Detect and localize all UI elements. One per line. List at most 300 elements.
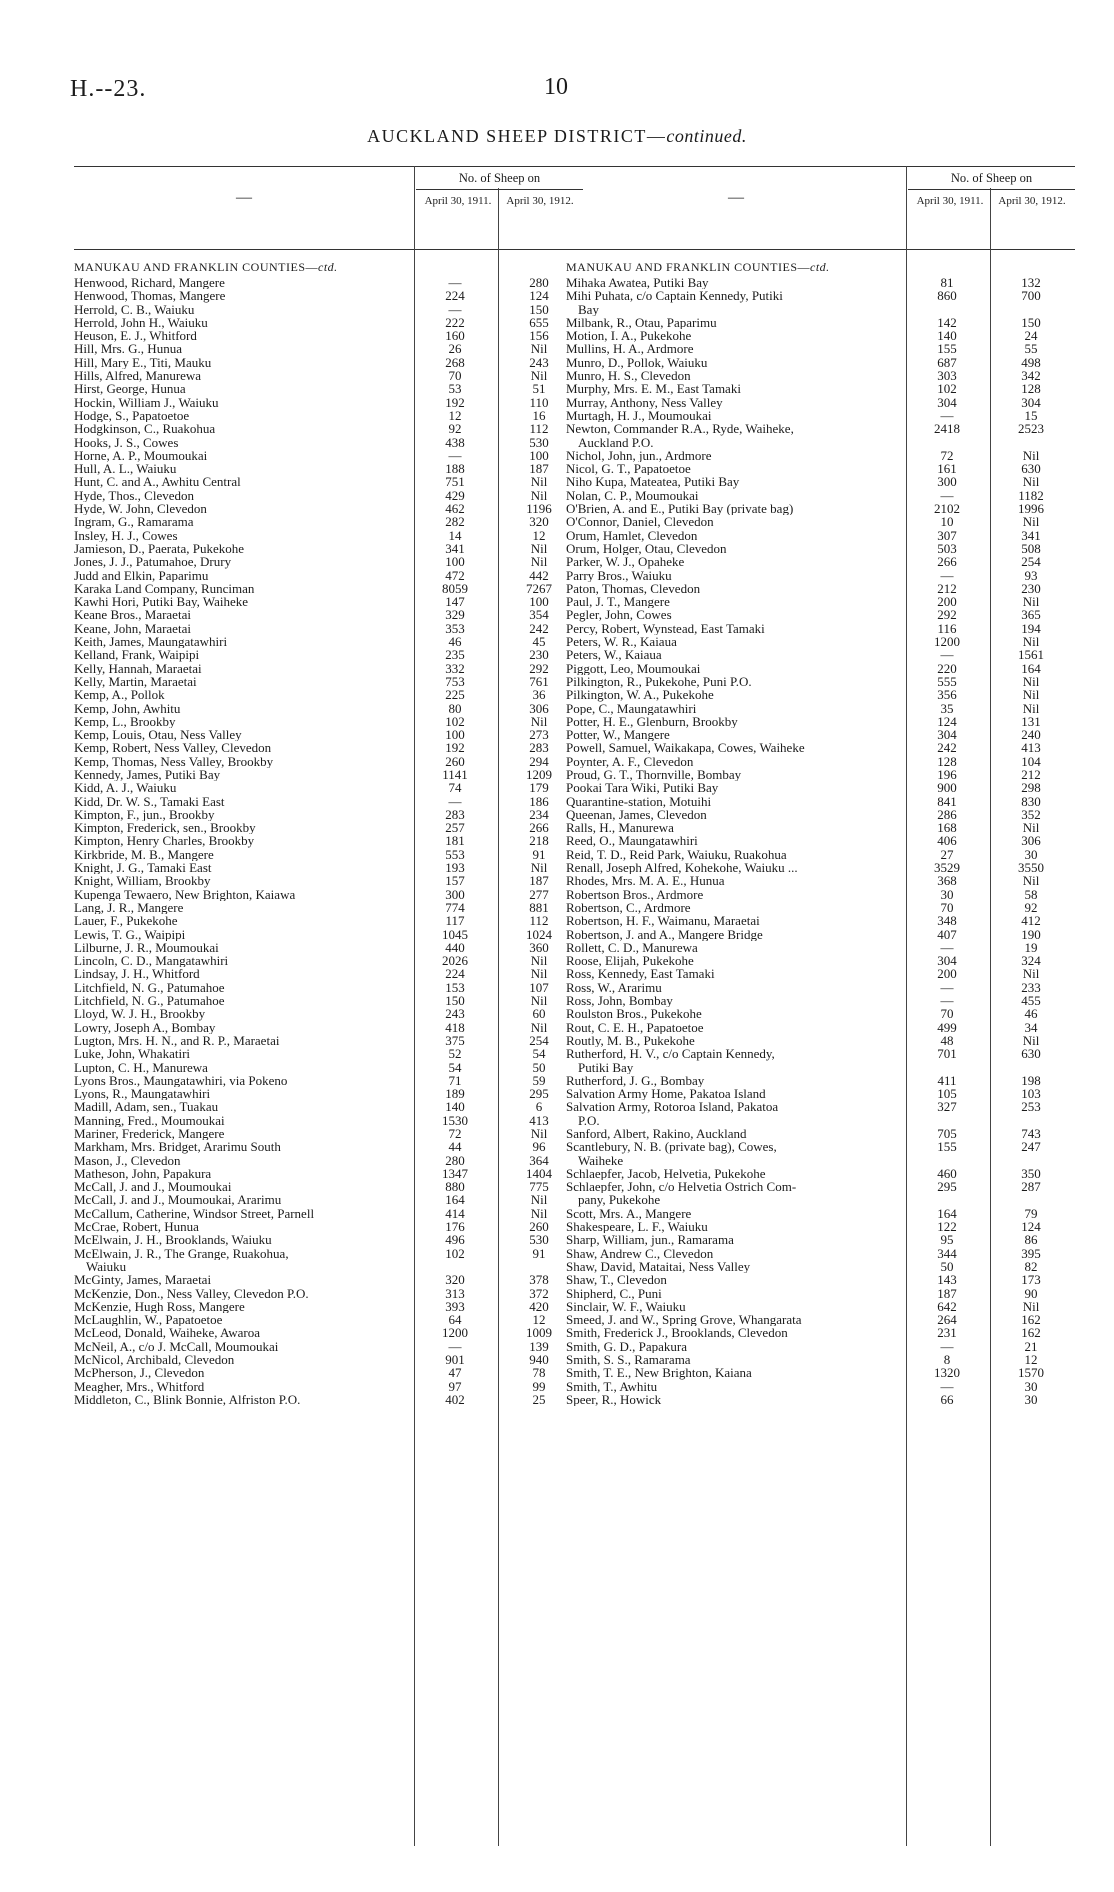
sheep-1912: 46 xyxy=(1024,1006,1038,1022)
right-table-body xyxy=(566,254,1075,1406)
col-1912-header: April 30, 1912. xyxy=(998,195,1066,207)
sheep-1912: 218 xyxy=(529,833,549,849)
sheep-1911: 153 xyxy=(445,979,465,995)
sheep-1911: 231 xyxy=(937,1325,957,1341)
sheep-1912: 287 xyxy=(1021,1179,1041,1195)
owner-name-continued: P.O. xyxy=(578,1113,600,1127)
owner-name: Shaw, David, Mataitai, Ness Valley xyxy=(566,1259,751,1274)
sheep-1912: 187 xyxy=(529,461,549,477)
owner-name: Jamieson, D., Paerata, Pukekohe xyxy=(74,541,245,556)
table-row xyxy=(566,874,1075,887)
sheep-1912: 51 xyxy=(532,381,546,397)
sheep-1912: 124 xyxy=(1021,1219,1041,1235)
table-row xyxy=(74,475,583,488)
owner-name: Lang, J. R., Mangere xyxy=(74,900,184,915)
sheep-1911: 100 xyxy=(445,554,465,570)
sheep-1912: 940 xyxy=(529,1352,549,1368)
sheep-1912: 298 xyxy=(1021,780,1041,796)
sheep-1911: 46 xyxy=(448,634,462,650)
table-row xyxy=(74,542,583,555)
table-row xyxy=(74,981,583,994)
sheep-1911: 2026 xyxy=(442,953,468,969)
owner-name: Mason, J., Clevedon xyxy=(74,1153,181,1167)
sheep-1911: 303 xyxy=(937,368,957,384)
table-row xyxy=(566,715,1075,728)
sheep-1912: 292 xyxy=(529,660,549,676)
sheep-1911: 1530 xyxy=(442,1112,468,1128)
sheep-1911: 235 xyxy=(445,647,465,663)
sheep-1911: 64 xyxy=(448,1312,462,1328)
owner-name: Paul, J. T., Mangere xyxy=(566,595,670,609)
sheep-1912: 413 xyxy=(529,1112,549,1128)
header-divider xyxy=(908,189,1075,190)
owner-name: Rout, C. E. H., Papatoetoe xyxy=(566,1020,704,1034)
sheep-1911: 406 xyxy=(937,833,957,849)
owner-name: Kelly, Hannah, Maraetai xyxy=(74,661,202,675)
table-row xyxy=(566,755,1075,768)
table-row xyxy=(74,901,583,914)
sheep-1912: 743 xyxy=(1021,1126,1041,1141)
sheep-1911: 440 xyxy=(445,939,465,955)
table-row xyxy=(566,981,1075,994)
owner-name: McCall, J. and J., Moumoukai xyxy=(74,1180,232,1194)
sheep-1911: 2102 xyxy=(934,501,960,517)
table-row xyxy=(74,1167,583,1180)
sheep-1912: 25 xyxy=(532,1391,546,1407)
table-row xyxy=(74,369,583,382)
owner-name: Insley, H. J., Cowes xyxy=(74,528,178,542)
owner-name: Middleton, C., Blink Bonnie, Alfriston P.O. xyxy=(74,1392,301,1407)
owner-name: McCallum, Catherine, Windsor Street, Parnell xyxy=(74,1206,315,1221)
sheep-1911: — xyxy=(940,647,954,663)
owner-name: Robertson, H. F., Waimanu, Maraetai xyxy=(566,914,760,928)
owner-name: Lauer, F., Pukekohe xyxy=(74,914,178,928)
owner-name: Proud, G. T., Thornville, Bombay xyxy=(566,767,742,782)
table-row xyxy=(566,1087,1075,1100)
owner-name: Pope, C., Maungatawhiri xyxy=(566,701,697,715)
owner-name: Markham, Mrs. Bridget, Ararimu South xyxy=(74,1140,281,1154)
owner-name: Powell, Samuel, Waikakapa, Cowes, Waiheke xyxy=(566,741,805,755)
sheep-1911: 901 xyxy=(445,1352,465,1368)
owner-name: McElwain, J. H., Brooklands, Waiuku xyxy=(74,1233,272,1247)
sheep-1912: 132 xyxy=(1021,275,1041,290)
owner-name-continued: Bay xyxy=(578,302,599,316)
owner-name: Schlaepfer, Jacob, Helvetia, Pukekohe xyxy=(566,1166,766,1181)
sheep-1912: 187 xyxy=(529,873,549,889)
owner-name: McElwain, J. R., The Grange, Ruakohua, xyxy=(74,1246,289,1260)
sheep-1912: 294 xyxy=(529,753,549,769)
sheep-1912: 253 xyxy=(1021,1099,1041,1115)
table-row xyxy=(74,1127,583,1140)
sheep-1912: Nil xyxy=(530,1126,548,1141)
sheep-1912: 254 xyxy=(1021,554,1041,570)
sheep-1911: 92 xyxy=(448,421,462,437)
sheep-1911: — xyxy=(940,1338,954,1354)
sheep-1912: 1996 xyxy=(1018,501,1044,517)
owner-name: Orum, Holger, Otau, Clevedon xyxy=(566,541,727,556)
sheep-1911: 260 xyxy=(445,753,465,769)
table-row xyxy=(566,688,1075,701)
sheep-1912: 1570 xyxy=(1018,1365,1044,1381)
table-row xyxy=(74,529,583,542)
owner-name: Rollett, C. D., Manurewa xyxy=(566,940,698,955)
table-row xyxy=(74,396,583,409)
sheep-1912: 306 xyxy=(529,700,549,716)
sheep-1912: 350 xyxy=(1021,1165,1041,1181)
sheep-1911: 1200 xyxy=(442,1325,468,1341)
sheep-1912: 247 xyxy=(1021,1139,1041,1155)
owner-name: Shaw, T., Clevedon xyxy=(566,1273,667,1287)
sheep-1912: 295 xyxy=(529,1086,549,1102)
table-row xyxy=(74,834,583,847)
sheep-1912: 59 xyxy=(532,1072,546,1088)
sheep-1911: 292 xyxy=(937,607,957,623)
table-row xyxy=(566,848,1075,861)
sheep-1911: 499 xyxy=(937,1019,957,1035)
owner-name: Parry Bros., Waiuku xyxy=(566,568,672,582)
table-row xyxy=(566,569,1075,582)
sheep-1911: 164 xyxy=(445,1192,465,1208)
sheep-1912: 30 xyxy=(1024,1391,1038,1407)
sheep-1912: 50 xyxy=(532,1059,546,1075)
sheep-1912: 655 xyxy=(529,314,549,330)
table-row xyxy=(74,768,583,781)
table-row xyxy=(566,436,1075,449)
sheep-1911: 243 xyxy=(445,1006,465,1022)
table-row xyxy=(74,1100,583,1113)
table-row xyxy=(566,1021,1075,1034)
table-row xyxy=(566,662,1075,675)
sheep-1911: 160 xyxy=(445,328,465,344)
sheep-1912: 277 xyxy=(529,886,549,902)
sheep-1912: 131 xyxy=(1021,713,1041,729)
table-row xyxy=(74,1313,583,1326)
sheep-1912: 442 xyxy=(529,567,549,583)
owner-name: McKenzie, Hugh Ross, Mangere xyxy=(74,1299,245,1314)
sheep-1911: 100 xyxy=(445,727,465,743)
sheep-1911: 27 xyxy=(940,846,954,862)
sheep-1912: 230 xyxy=(529,647,549,663)
owner-name: Ross, John, Bombay xyxy=(566,994,673,1008)
sheep-1911: 1347 xyxy=(442,1165,468,1181)
owner-name: Munro, D., Pollok, Waiuku xyxy=(566,355,708,370)
table-row xyxy=(566,489,1075,502)
owner-name: Ross, Kennedy, East Tamaki xyxy=(566,967,715,981)
sheep-1912: 12 xyxy=(1024,1352,1038,1368)
sheep-1912: 124 xyxy=(529,288,549,304)
sheep-1912: 240 xyxy=(1021,727,1041,743)
owner-name: Keane Bros., Maraetai xyxy=(74,608,191,622)
sheep-1911: 155 xyxy=(937,1139,957,1155)
sheep-1911: — xyxy=(940,487,954,503)
sheep-1912: Nil xyxy=(1022,1032,1040,1048)
sheep-1912: Nil xyxy=(1022,474,1040,490)
table-row xyxy=(74,276,583,289)
table-row xyxy=(566,1393,1075,1406)
owner-name: Routly, M. B., Pukekohe xyxy=(566,1033,695,1048)
sheep-1912: Nil xyxy=(1022,594,1040,610)
sheep-1912: 91 xyxy=(532,846,546,862)
owner-name: Milbank, R., Otau, Paparimu xyxy=(566,315,717,330)
sheep-1911: — xyxy=(448,793,462,809)
sheep-1912: 700 xyxy=(1021,288,1041,304)
table-row xyxy=(566,954,1075,967)
owner-name: Poynter, A. F., Clevedon xyxy=(566,754,694,768)
sheep-1911: 705 xyxy=(937,1126,957,1141)
owner-name: Kelland, Frank, Waipipi xyxy=(74,648,200,662)
sheep-1912: 24 xyxy=(1024,328,1038,344)
sheep-1911: 52 xyxy=(448,1046,462,1062)
owner-name: Smith, T. E., New Brighton, Kaiana xyxy=(566,1366,752,1380)
sheep-1911: 189 xyxy=(445,1086,465,1102)
table-row xyxy=(74,449,583,462)
sheep-1912: Nil xyxy=(530,993,548,1009)
owner-name: Robertson, C., Ardmore xyxy=(566,900,691,915)
sheep-1911: 187 xyxy=(937,1285,957,1301)
table-row xyxy=(566,409,1075,422)
sheep-1911: 496 xyxy=(445,1232,465,1248)
sheep-1911: 304 xyxy=(937,727,957,743)
owner-name: Mihaka Awatea, Putiki Bay xyxy=(566,276,709,290)
sheep-1912: 1561 xyxy=(1018,647,1044,663)
table-row xyxy=(566,1366,1075,1379)
sheep-1912: 162 xyxy=(1021,1325,1041,1341)
owner-name: Hooks, J. S., Cowes xyxy=(74,435,179,449)
table-row xyxy=(74,1114,583,1127)
sheep-1912: 79 xyxy=(1024,1205,1038,1221)
owner-name: Shakespeare, L. F., Waiuku xyxy=(566,1220,708,1234)
sheep-1912: 110 xyxy=(529,394,549,410)
table-row xyxy=(566,303,1075,316)
owner-name: McLeod, Donald, Waiheke, Awaroa xyxy=(74,1326,260,1340)
owner-name: Rutherford, H. V., c/o Captain Kennedy, xyxy=(566,1047,775,1061)
sheep-1911: 1320 xyxy=(934,1365,960,1381)
sheep-1912: Nil xyxy=(530,368,548,384)
table-row xyxy=(74,1260,583,1273)
table-row xyxy=(74,422,583,435)
sheep-1912: Nil xyxy=(530,540,548,556)
table-row xyxy=(74,1140,583,1153)
owner-name: Nicol, G. T., Papatoetoe xyxy=(566,462,691,476)
table-row xyxy=(566,834,1075,847)
title-continued: continued. xyxy=(666,126,747,146)
owner-name: Hyde, Thos., Clevedon xyxy=(74,488,194,503)
sheep-1912: 12 xyxy=(532,527,546,543)
sheep-1912: 1009 xyxy=(526,1325,552,1341)
owner-name: Robertson Bros., Ardmore xyxy=(566,887,704,901)
owner-name: Heuson, E. J., Whitford xyxy=(74,329,197,343)
table-row xyxy=(74,1207,583,1220)
table-row xyxy=(74,1220,583,1233)
sheep-1911: 307 xyxy=(937,527,957,543)
table-row xyxy=(566,502,1075,515)
owner-name: Pilkington, R., Pukekohe, Puni P.O. xyxy=(566,674,752,689)
table-row xyxy=(566,1127,1075,1140)
title-main: AUCKLAND SHEEP DISTRICT— xyxy=(367,126,667,146)
owner-name-continued: Waiuku xyxy=(86,1259,127,1274)
sheep-1912: 242 xyxy=(529,620,549,636)
sheep-1911: 142 xyxy=(937,314,957,330)
table-row xyxy=(74,342,583,355)
sheep-1911: 105 xyxy=(937,1086,957,1102)
sheep-1911: 157 xyxy=(445,873,465,889)
sheep-1911: 72 xyxy=(448,1126,462,1141)
table-row xyxy=(74,1380,583,1393)
sheep-1912: 100 xyxy=(529,594,549,610)
sheep-1911: 353 xyxy=(445,620,465,636)
sheep-1912: 342 xyxy=(1021,368,1041,384)
sheep-1912: 455 xyxy=(1021,993,1041,1009)
table-row xyxy=(74,715,583,728)
table-row xyxy=(566,595,1075,608)
sheep-1912: 103 xyxy=(1021,1086,1041,1102)
sheep-1911: 71 xyxy=(448,1072,462,1088)
section-heading-text: MANUKAU AND FRANKLIN COUNTIES— xyxy=(74,260,319,274)
sheep-1911: 72 xyxy=(940,447,954,463)
owner-name: Speer, R., Howick xyxy=(566,1392,662,1407)
owner-name: Nichol, John, jun., Ardmore xyxy=(566,448,712,463)
sheep-1911: 313 xyxy=(445,1285,465,1301)
table-row xyxy=(566,1154,1075,1167)
sheep-1912: Nil xyxy=(1022,700,1040,716)
sheep-1912: 230 xyxy=(1021,580,1041,596)
running-header-series: H.--23. xyxy=(70,76,147,102)
sheep-1911: — xyxy=(940,939,954,955)
owner-name: Reid, T. D., Reid Park, Waiuku, Ruakohua xyxy=(566,847,787,862)
owner-name: Kemp, Robert, Ness Valley, Clevedon xyxy=(74,741,272,755)
table-row xyxy=(74,1326,583,1339)
table-row xyxy=(74,1180,583,1193)
owner-name: Litchfield, N. G., Patumahoe xyxy=(74,980,225,995)
sheep-1912: 128 xyxy=(1021,381,1041,397)
sheep-1912: 260 xyxy=(529,1219,549,1235)
sheep-1912: 234 xyxy=(529,806,549,822)
owner-name: Peters, W., Kaiaua xyxy=(566,648,662,662)
sheep-1912: 16 xyxy=(532,407,546,423)
sheep-1911: 80 xyxy=(448,700,462,716)
owner-name: Lyons Bros., Maungatawhiri, via Pokeno xyxy=(74,1073,288,1088)
table-row xyxy=(74,928,583,941)
sheep-1911: 375 xyxy=(445,1032,465,1048)
sheep-1911: 642 xyxy=(937,1298,957,1314)
table-row xyxy=(566,1247,1075,1260)
sheep-1911: 181 xyxy=(445,833,465,849)
sheep-1911: 188 xyxy=(445,461,465,477)
sheep-1911: 460 xyxy=(937,1165,957,1181)
table-row xyxy=(566,1074,1075,1087)
sheep-1911: 860 xyxy=(937,288,957,304)
sheep-1911: 224 xyxy=(445,288,465,304)
sheep-1911: 348 xyxy=(937,913,957,929)
sheep-1912: 1196 xyxy=(526,501,552,517)
owner-name: Lincoln, C. D., Mangatawhiri xyxy=(74,954,229,968)
table-row xyxy=(74,382,583,395)
owner-name: Lugton, Mrs. H. N., and R. P., Maraetai xyxy=(74,1033,280,1048)
table-row xyxy=(566,1353,1075,1366)
sheep-1912: Nil xyxy=(1022,687,1040,703)
sheep-1911: 555 xyxy=(937,673,957,689)
sheep-1912: Nil xyxy=(530,860,548,876)
owner-name: O'Brien, A. and E., Putiki Bay (private bag) xyxy=(566,502,794,516)
owner-name: Jones, J. J., Patumahoe, Drury xyxy=(74,555,232,569)
sheep-1912: 139 xyxy=(529,1338,549,1354)
sheep-1912: 86 xyxy=(1024,1232,1038,1248)
owner-name: Hyde, W. John, Clevedon xyxy=(74,502,207,516)
right-table xyxy=(566,166,1075,1846)
owner-name: Smeed, J. and W., Spring Grove, Whangarata xyxy=(566,1313,802,1327)
sheep-1911: 393 xyxy=(445,1298,465,1314)
sheep-1911: 268 xyxy=(445,354,465,370)
table-row xyxy=(74,954,583,967)
table-row xyxy=(566,289,1075,302)
page-title xyxy=(0,126,1114,147)
sheep-count-header: No. of Sheep on xyxy=(458,171,541,185)
sheep-1911: 155 xyxy=(937,341,957,357)
sheep-1911: 774 xyxy=(445,899,465,915)
sheep-1912: 372 xyxy=(529,1285,549,1301)
sheep-1911: 224 xyxy=(445,966,465,982)
table-row xyxy=(74,329,583,342)
table-row xyxy=(566,462,1075,475)
sheep-1911: 841 xyxy=(937,793,957,809)
owner-name: Judd and Elkin, Paparimu xyxy=(74,568,209,582)
sheep-1911: 140 xyxy=(937,328,957,344)
table-row xyxy=(566,356,1075,369)
table-row xyxy=(566,329,1075,342)
sheep-1912: 365 xyxy=(1021,607,1041,623)
sheep-1911: 344 xyxy=(937,1245,957,1261)
table-row xyxy=(566,396,1075,409)
table-row xyxy=(566,1233,1075,1246)
owner-name: Horne, A. P., Moumoukai xyxy=(74,448,208,463)
owner-name: Smith, T., Awhitu xyxy=(566,1379,658,1393)
owner-name: Salvation Army Home, Pakatoa Island xyxy=(566,1087,766,1101)
owner-name: Madill, Adam, sen., Tuakau xyxy=(74,1100,219,1114)
owner-name: Kelly, Martin, Maraetai xyxy=(74,674,197,689)
table-row xyxy=(74,1353,583,1366)
sheep-1911: 95 xyxy=(940,1232,954,1248)
table-row xyxy=(566,515,1075,528)
table-row xyxy=(566,768,1075,781)
table-row xyxy=(566,1287,1075,1300)
table-row xyxy=(74,994,583,1007)
sheep-1911: — xyxy=(940,567,954,583)
sheep-1911: 3529 xyxy=(934,860,960,876)
sheep-1911: 26 xyxy=(448,341,462,357)
sheep-1911: 147 xyxy=(445,594,465,610)
owner-name: Newton, Commander R.A., Ryde, Waiheke, xyxy=(566,422,794,436)
sheep-1911: 220 xyxy=(937,660,957,676)
sheep-1911: 402 xyxy=(445,1391,465,1407)
owner-name: Hodgkinson, C., Ruakohua xyxy=(74,422,216,436)
sheep-1911: 300 xyxy=(937,474,957,490)
sheep-1911: 341 xyxy=(445,540,465,556)
sheep-1911: 411 xyxy=(937,1072,957,1088)
sheep-1912: 104 xyxy=(1021,753,1041,769)
owner-name: Kupenga Tewaero, New Brighton, Kaiawa xyxy=(74,887,296,901)
owner-name-continued: Waiheke xyxy=(578,1153,624,1167)
table-row xyxy=(74,1393,583,1406)
sheep-1911: — xyxy=(940,1378,954,1394)
owner-name: Reed, O., Maungatawhiri xyxy=(566,834,698,848)
sheep-1912: 100 xyxy=(529,447,549,463)
owner-name: Luke, John, Whakatiri xyxy=(74,1047,191,1061)
table-row xyxy=(566,1100,1075,1113)
sheep-1911: 212 xyxy=(937,580,957,596)
sheep-1912: 99 xyxy=(532,1378,546,1394)
table-row xyxy=(566,1180,1075,1193)
table-row xyxy=(74,303,583,316)
